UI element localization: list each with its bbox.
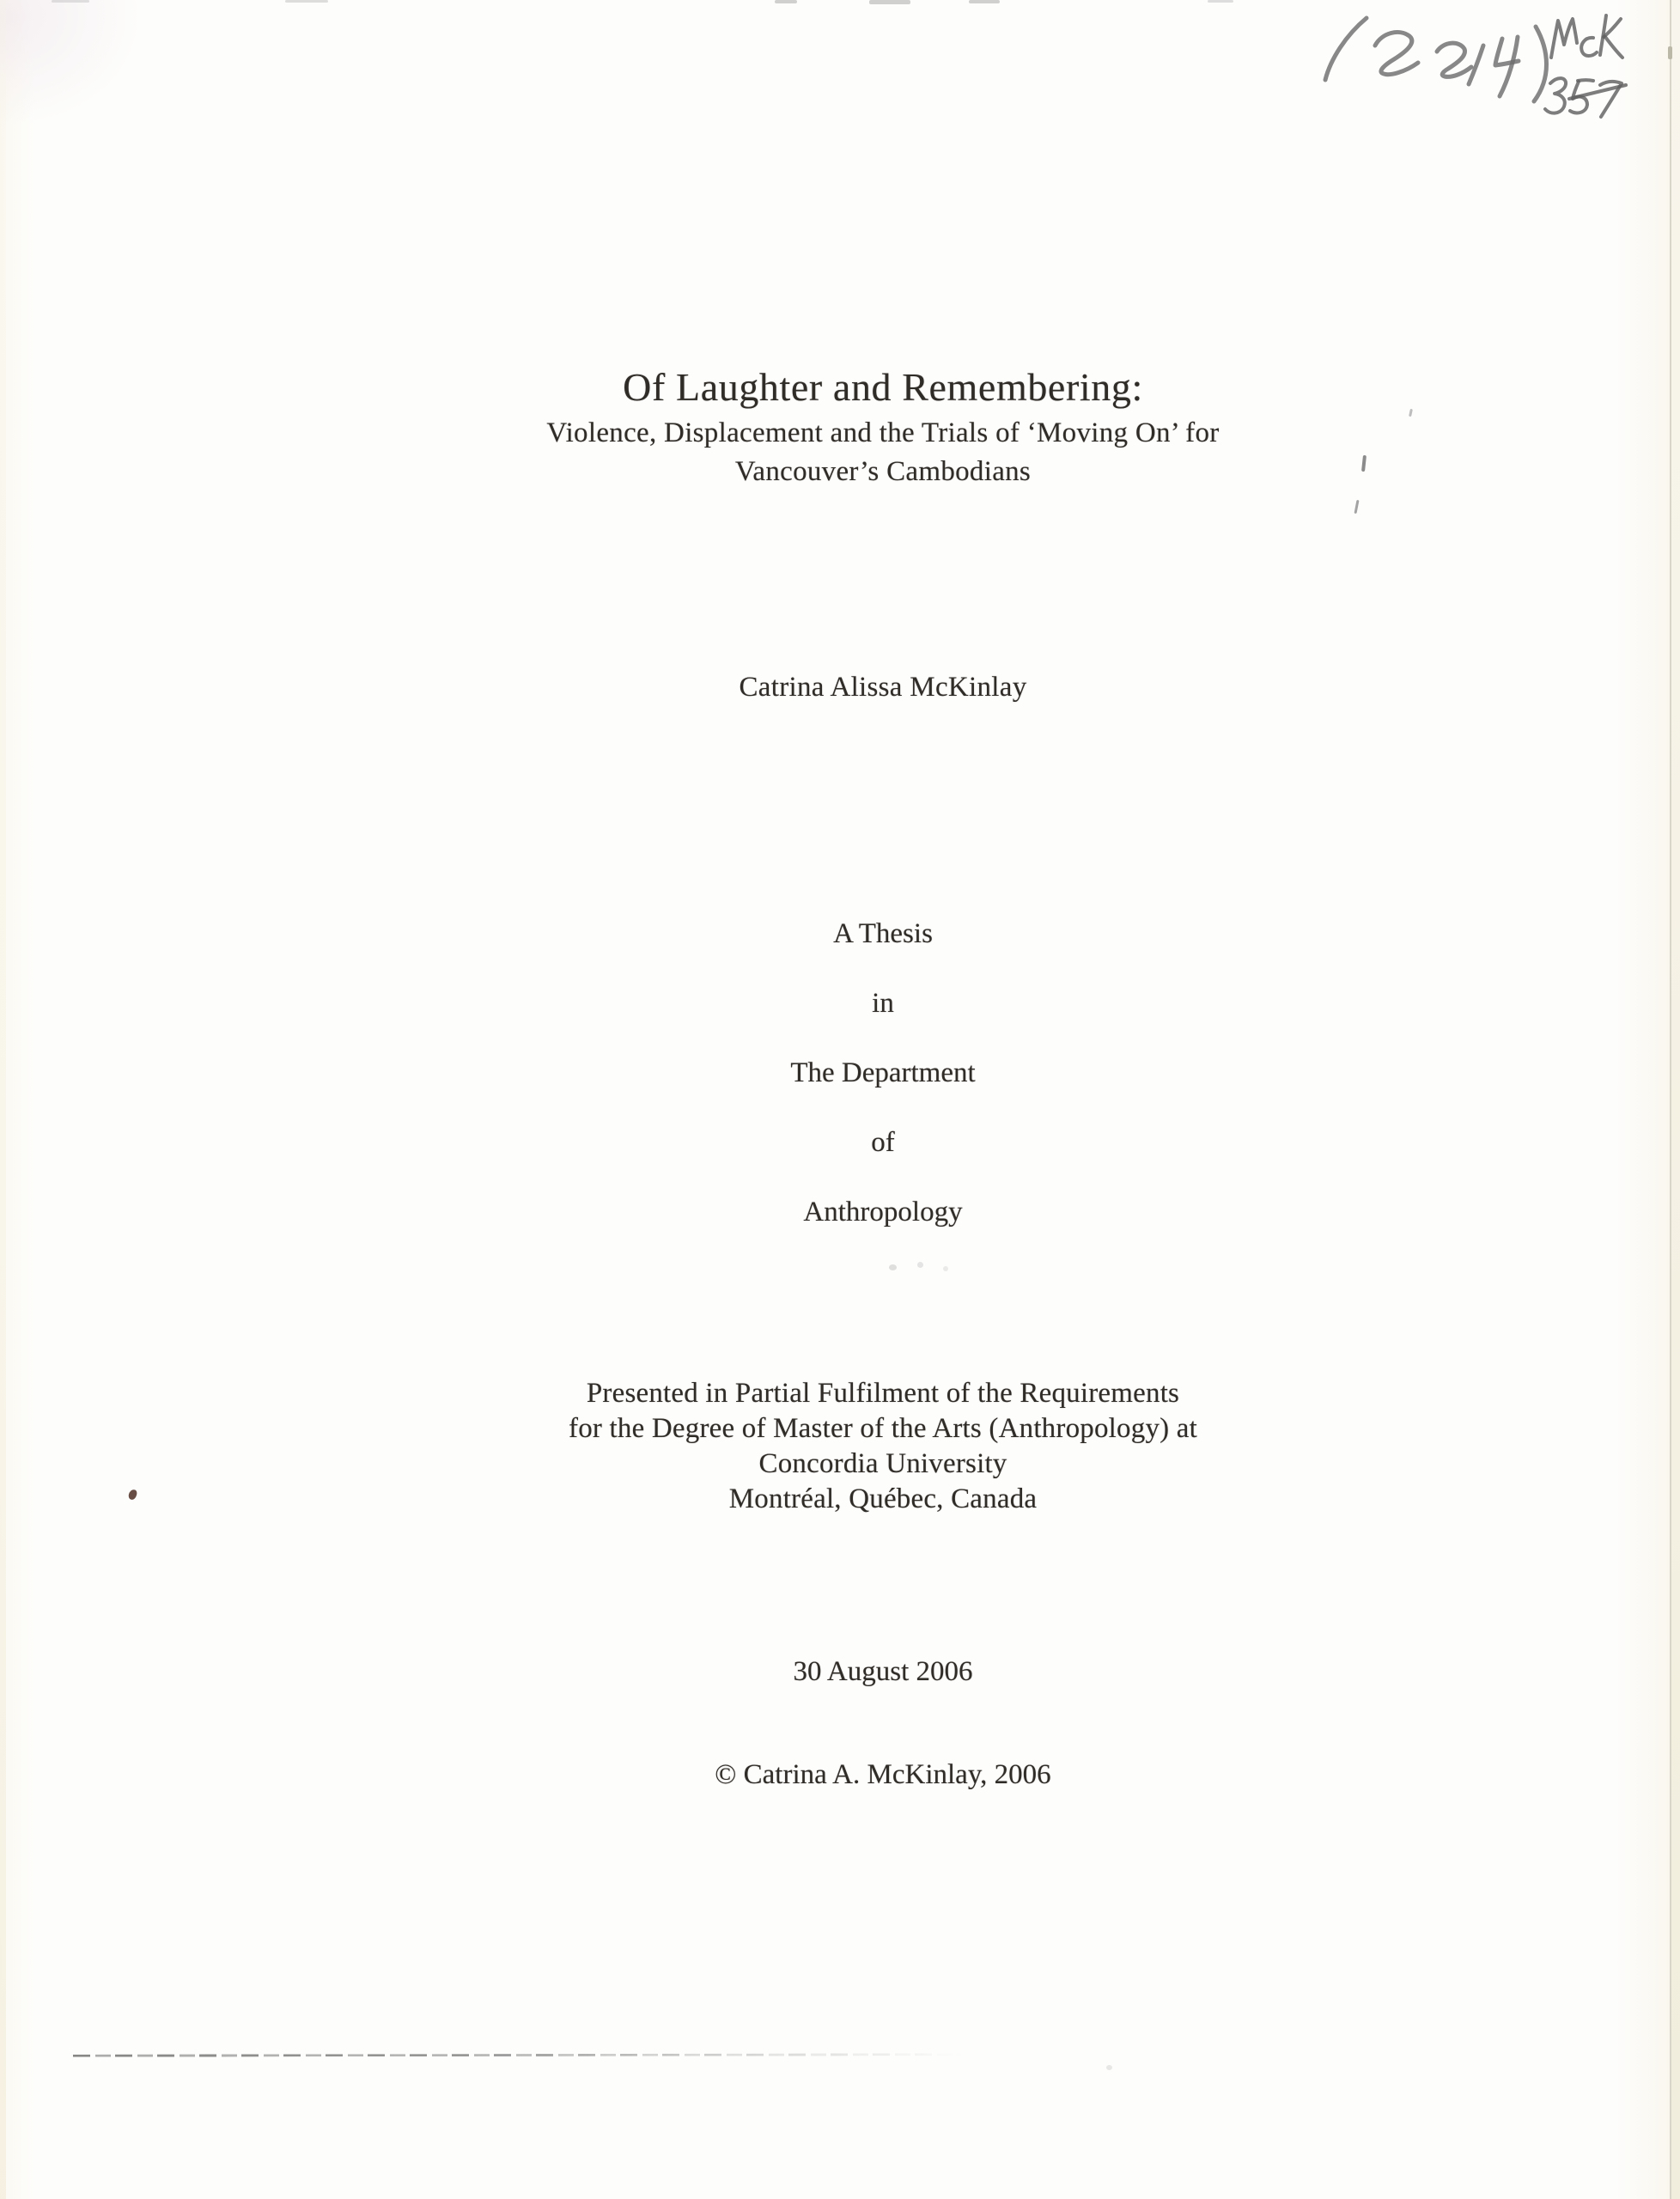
- thesis-title-line3: Vancouver’s Cambodians: [734, 456, 1032, 487]
- scan-speck: [1106, 2065, 1112, 2070]
- thesis-block-line-a-thesis: A Thesis: [833, 918, 933, 949]
- presentation-line-3: Concordia University: [758, 1448, 1007, 1479]
- thesis-date: 30 August 2006: [793, 1656, 973, 1687]
- scan-top-edge-artifact: [775, 0, 797, 3]
- scan-tick-mark: [1409, 409, 1413, 417]
- scan-speck: [943, 1266, 948, 1271]
- scan-top-edge-artifact: [52, 0, 89, 3]
- thesis-block-line-department: The Department: [790, 1057, 976, 1088]
- scan-right-edge-strip: [1671, 0, 1680, 2199]
- scan-slash-mark: [1354, 500, 1360, 514]
- author-name: Catrina Alissa McKinlay: [739, 672, 1027, 703]
- scan-ink-speck: [128, 1489, 138, 1501]
- scan-speck: [889, 1264, 897, 1270]
- scan-top-edge-artifact: [1208, 0, 1233, 3]
- scan-left-edge-strip: [0, 0, 6, 2199]
- scan-top-edge-artifact: [869, 0, 910, 4]
- scan-slash-mark: [1361, 455, 1367, 472]
- scan-speck: [917, 1262, 923, 1268]
- thesis-title-line2: Violence, Displacement and the Trials of ‘Moving On’ for: [546, 417, 1220, 448]
- thesis-title-line1: Of Laughter and Remembering:: [623, 365, 1143, 409]
- presentation-line-1: Presented in Partial Fulfilment of the Requirements: [586, 1378, 1180, 1409]
- presentation-statement: [569, 1376, 1197, 1517]
- copyright-notice: © Catrina A. McKinlay, 2006: [715, 1759, 1051, 1790]
- thesis-block-line-in: in: [872, 988, 894, 1019]
- scan-top-edge-artifact: [285, 0, 328, 3]
- thesis-block-line-anthropology: Anthropology: [803, 1197, 963, 1227]
- scan-bottom-faint-line: [73, 2053, 962, 2056]
- thesis-block-line-of: of: [871, 1127, 895, 1158]
- scan-top-edge-artifact: [969, 0, 1000, 3]
- handwritten-annotation: [1293, 4, 1679, 133]
- presentation-line-2: for the Degree of Master of the Arts (Anthropology) at: [569, 1413, 1197, 1444]
- presentation-line-4: Montréal, Québec, Canada: [728, 1483, 1038, 1514]
